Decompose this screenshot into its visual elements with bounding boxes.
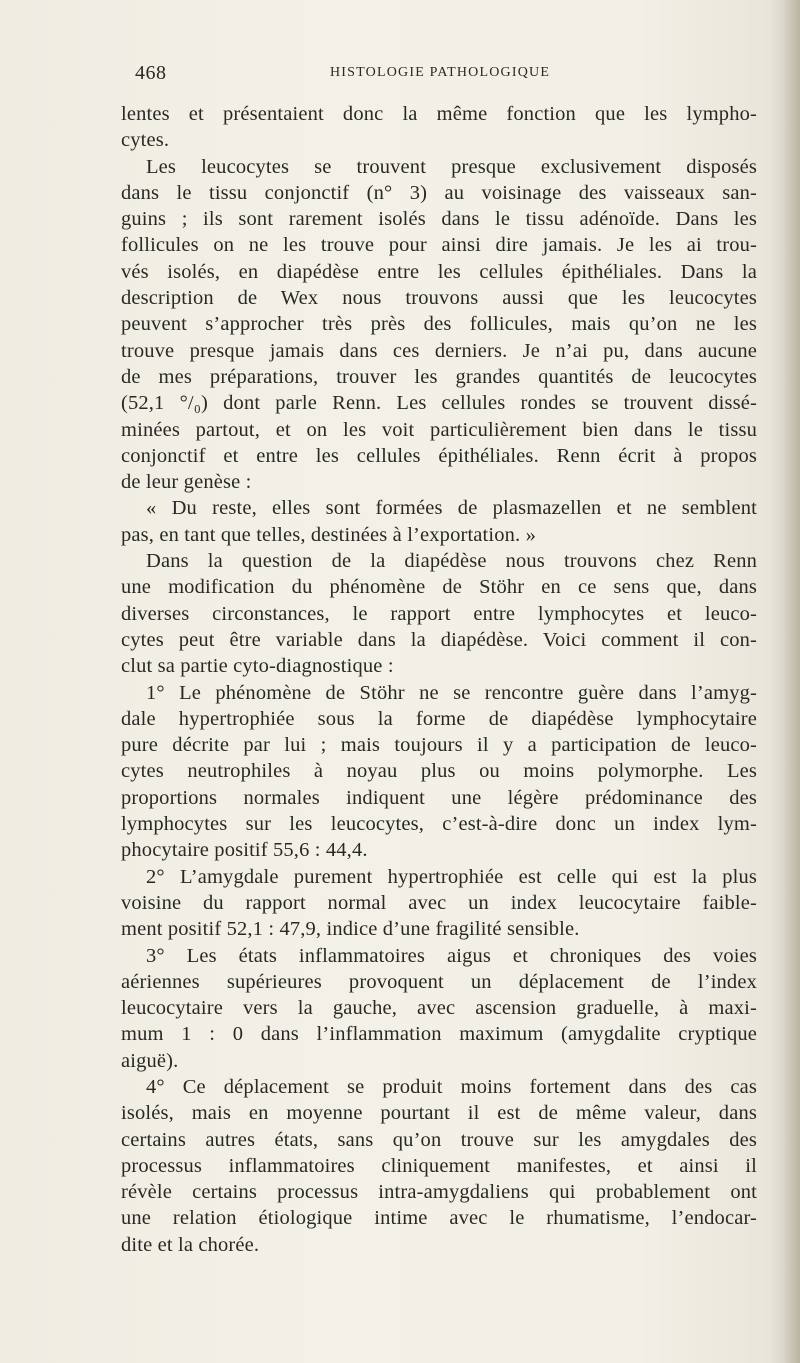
text-line: cytes. — [121, 129, 170, 152]
text-line: lymphocytes sur les leucocytes, c’est-à-dire donc un index lym- — [121, 813, 757, 836]
text-line: pure décrite par lui ; mais toujours il y a participation de leuco- — [121, 734, 757, 757]
text-line: mum 1 : 0 dans l’inflammation maximum (amygdalite cryptique — [121, 1023, 757, 1046]
text-line: diverses circonstances, le rapport entre lymphocytes et leuco- — [121, 602, 757, 625]
text-line: de mes préparations, trouver les grandes quantités de leucocytes — [121, 365, 757, 388]
text-line: 2° L’amygdale purement hypertrophiée est celle qui est la plus — [146, 865, 757, 888]
text-line: lentes et présentaient donc la même fonction que les lympho- — [121, 103, 757, 125]
text-line: description de Wex nous trouvons aussi que les leucocytes — [121, 287, 757, 310]
text-line: guins ; ils sont rarement isolés dans le tissu adénoïde. Dans les — [121, 208, 757, 231]
text-line: proportions normales indiquent une légère prédominance des — [121, 786, 757, 809]
text-line: « Du reste, elles sont formées de plasmazellen et ne semblent — [146, 497, 757, 520]
text-line: ment positif 52,1 : 47,9, indice d’une fragilité sensible. — [121, 918, 580, 941]
text-line: dite et la chorée. — [121, 1233, 260, 1256]
text-line: trouve presque jamais dans ces derniers. Je n’ai pu, dans aucune — [121, 339, 757, 362]
text-line: minées partout, et on les voit particulièrement bien dans le tissu — [121, 418, 757, 441]
text-line: voisine du rapport normal avec un index leucocytaire faible- — [121, 891, 757, 914]
text-line: processus inflammatoires cliniquement manifestes, et ainsi il — [121, 1154, 757, 1177]
text-line: révèle certains processus intra-amygdaliens qui probablement ont — [121, 1181, 757, 1204]
text-line: Dans la question de la diapédèse nous trouvons chez Renn — [146, 550, 757, 573]
text-line: certains autres états, sans qu’on trouve sur les amygdales des — [121, 1128, 757, 1151]
body-text — [121, 101, 757, 1258]
text-line: de leur genèse : — [121, 471, 252, 494]
text-line: leucocytaire vers la gauche, avec ascension graduelle, à maxi- — [121, 997, 757, 1020]
text-line: aiguë). — [121, 1049, 179, 1072]
binding-shadow — [782, 0, 800, 1363]
text-line: aériennes supérieures provoquent un déplacement de l’index — [121, 970, 757, 993]
text-line: (52,1 °/₀) dont parle Renn. Les cellules rondes se trouvent dissé- — [121, 392, 757, 415]
running-title: HISTOLOGIE PATHOLOGIQUE — [330, 65, 551, 80]
text-line: dans le tissu conjonctif (n° 3) au voisinage des vaisseaux san- — [121, 181, 757, 204]
text-line: isolés, mais en moyenne pourtant il est de même valeur, dans — [121, 1102, 757, 1125]
text-line: une modification du phénomène de Stöhr en ce sens que, dans — [121, 576, 757, 599]
text-line: 4° Ce déplacement se produit moins fortement dans des cas — [146, 1075, 757, 1098]
text-line: phocytaire positif 55,6 : 44,4. — [121, 839, 368, 862]
page-header — [135, 62, 755, 90]
text-line: Les leucocytes se trouvent presque exclusivement disposés — [146, 155, 757, 178]
text-line: vés isolés, en diapédèse entre les cellules épithéliales. Dans la — [121, 260, 757, 283]
text-line: 3° Les états inflammatoires aigus et chroniques des voies — [146, 944, 757, 967]
text-line: clut sa partie cyto-diagnostique : — [121, 655, 394, 678]
text-line: pas, en tant que telles, destinées à l’exportation. » — [121, 523, 536, 546]
page-number: 468 — [135, 62, 167, 84]
text-line: cytes peut être variable dans la diapédèse. Voici comment il con- — [121, 628, 757, 651]
text-line: follicules on ne les trouve pour ainsi dire jamais. Je les ai trou- — [121, 234, 757, 257]
text-line: 1° Le phénomène de Stöhr ne se rencontre guère dans l’amyg- — [146, 681, 757, 704]
text-line: conjonctif et entre les cellules épithéliales. Renn écrit à propos — [121, 444, 757, 467]
text-line: une relation étiologique intime avec le rhumatisme, l’endocar- — [121, 1207, 757, 1230]
text-line: cytes neutrophiles à noyau plus ou moins polymorphe. Les — [121, 760, 757, 783]
text-line: peuvent s’approcher très près des follicules, mais qu’on ne les — [121, 313, 757, 336]
text-line: dale hypertrophiée sous la forme de diapédèse lymphocytaire — [121, 707, 757, 730]
